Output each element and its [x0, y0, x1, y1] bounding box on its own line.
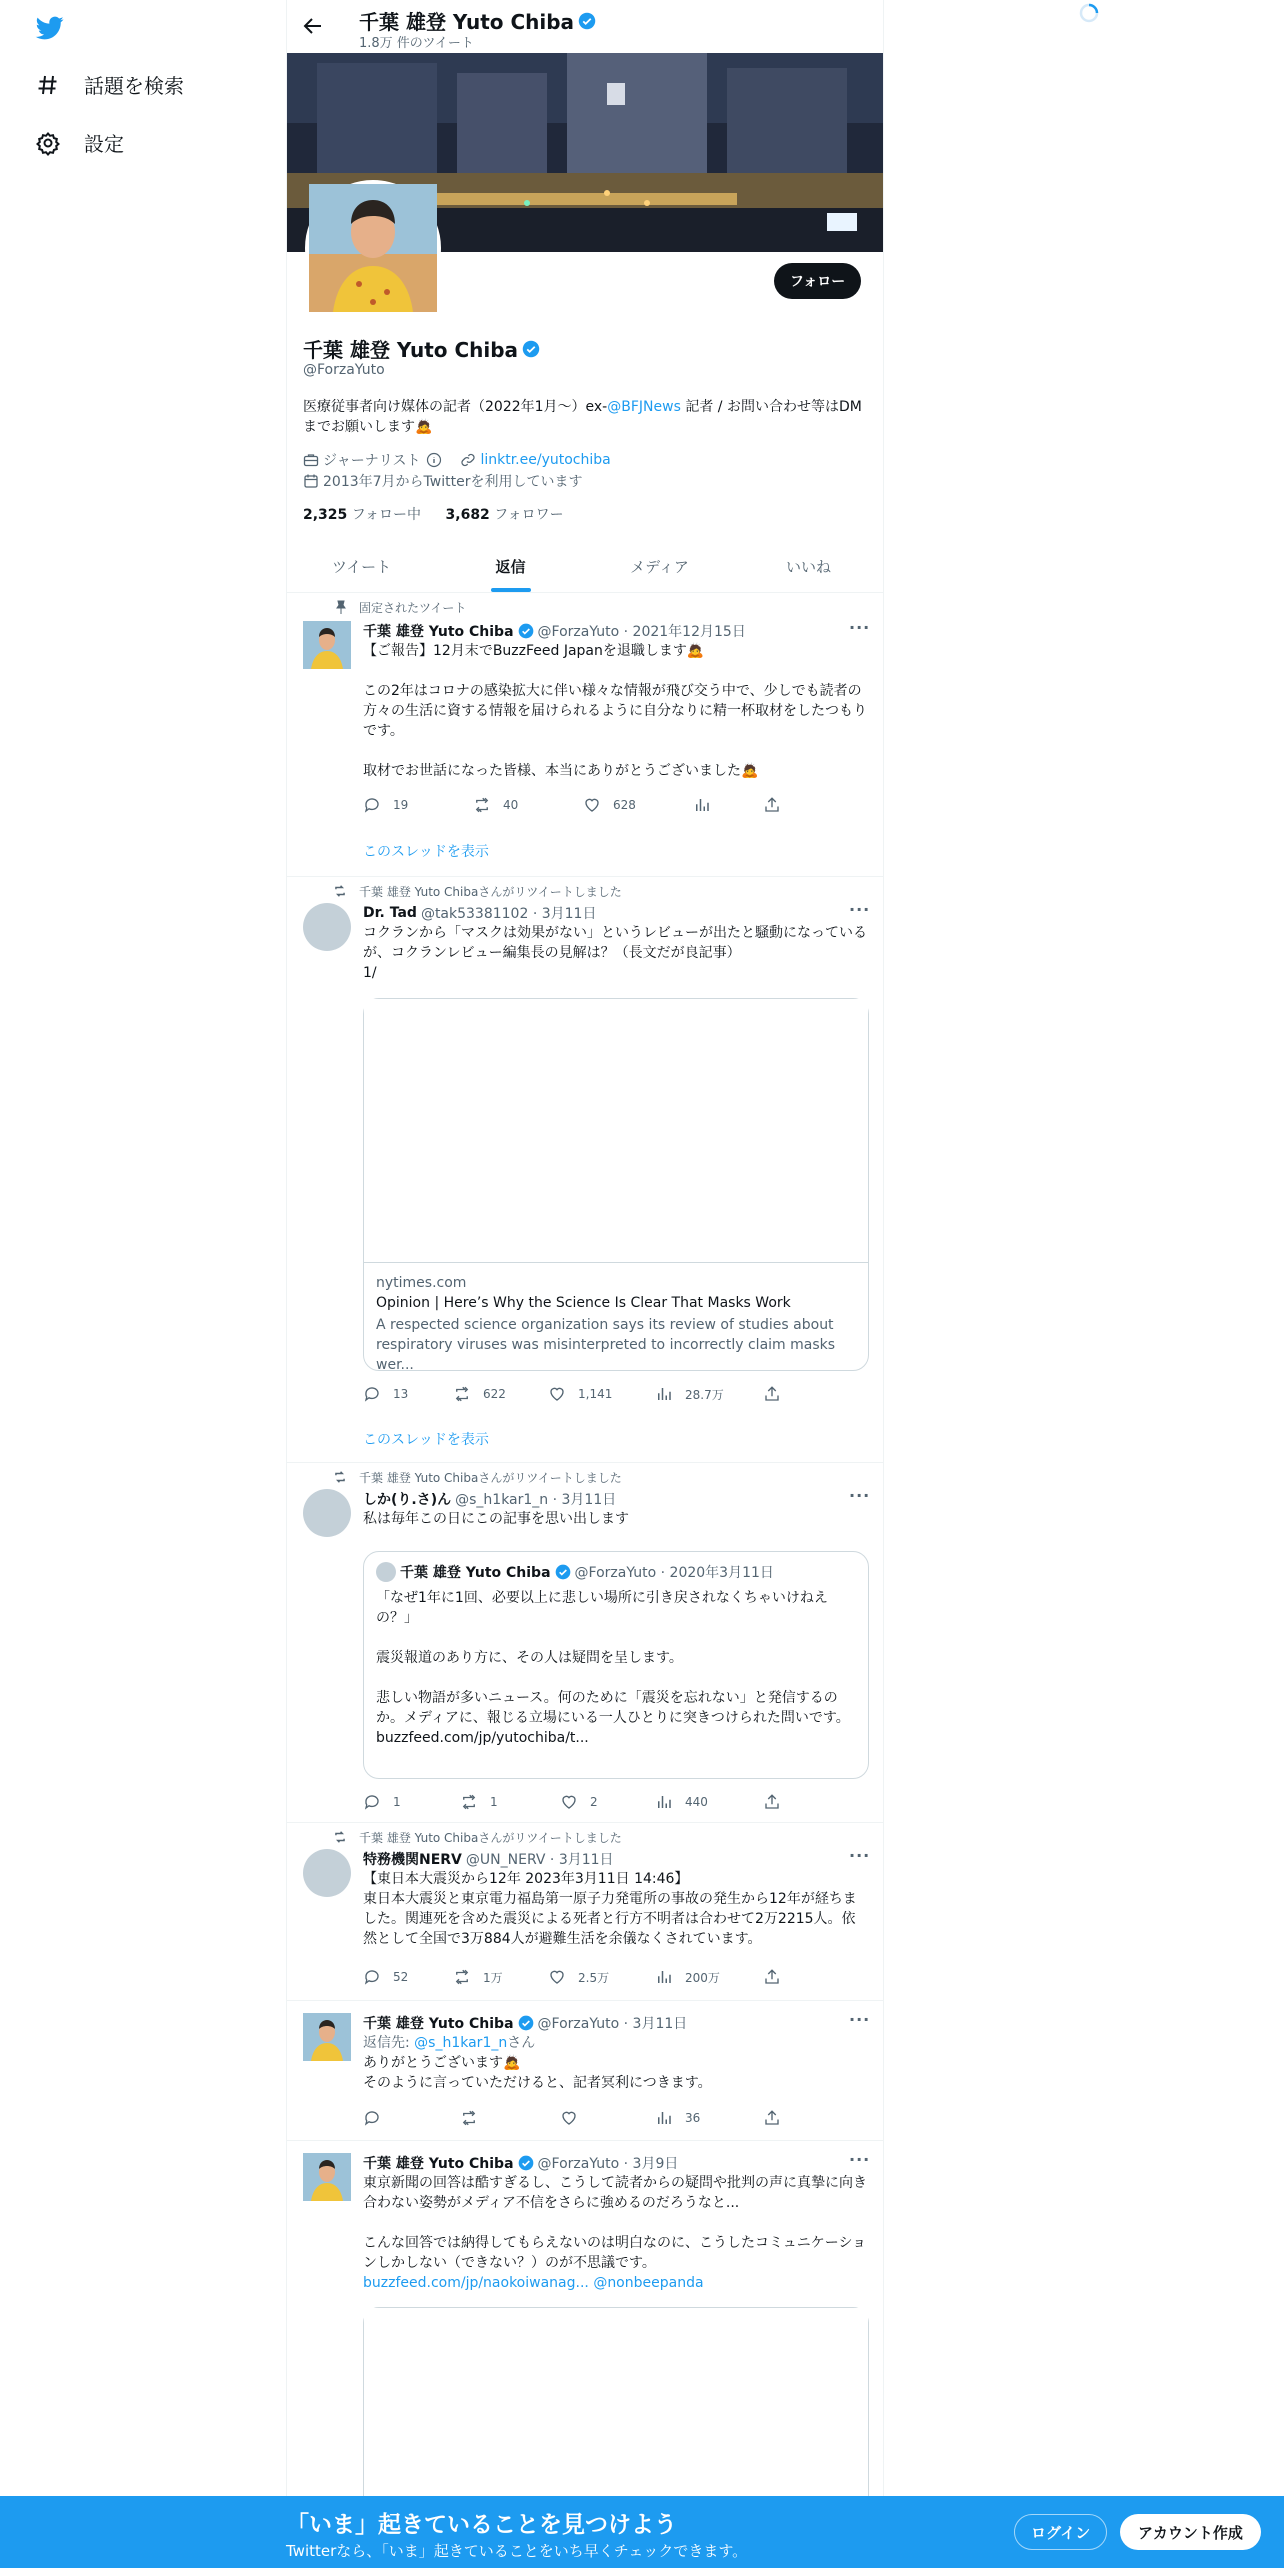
profile-category: ジャーナリスト: [323, 453, 421, 469]
link-card[interactable]: [363, 998, 869, 1371]
share-icon: [763, 1385, 781, 1403]
quoted-text: 「なぜ1年に1回、必要以上に悲しい場所に引き戻されなくちゃいけねえの？」 震災報道のあり方に、その人は疑問を呈します。 悲しい物語が多いニュース。何のために「震災を忘れない」と発信するのか。メディアに、報じる立場にいる一人ひとりに突きつけられた問いです。 buzzfeed.com/jp/yutochiba/t...: [376, 1590, 850, 1746]
avatar[interactable]: [303, 1489, 351, 1537]
following-stat[interactable]: [303, 507, 421, 523]
context-text: 千葉 雄登 Yuto Chibaさんがリツイートしました: [359, 1831, 622, 1845]
heart-icon: [548, 1385, 566, 1403]
tweet-actions: [363, 1385, 793, 1405]
views-button[interactable]: [655, 2109, 700, 2127]
retweet-context: [331, 883, 622, 900]
tweet-header: [363, 2153, 678, 2173]
bio-mention-link[interactable]: @BFJNews: [607, 399, 681, 415]
nav-explore[interactable]: [34, 70, 184, 99]
signup-button[interactable]: アカウント作成: [1120, 2514, 1261, 2550]
like-button[interactable]: [560, 2109, 590, 2127]
tab-replies[interactable]: 返信: [436, 540, 585, 592]
more-icon[interactable]: ···: [849, 900, 871, 919]
retweet-button[interactable]: [460, 1793, 498, 1811]
reply-icon: [363, 1793, 381, 1811]
tweet-text: 私は毎年この日にこの記事を思い出します: [363, 1511, 629, 1527]
card-description: A respected science organization says its review of studies about respiratory viruses was misinterpreted to incorrectly claim masks wer...: [376, 1317, 836, 1373]
retweet-button[interactable]: [453, 1385, 506, 1403]
context-text: 千葉 雄登 Yuto Chibaさんがリツイートしました: [359, 885, 622, 899]
avatar[interactable]: [303, 621, 351, 669]
following-count: 2,325: [303, 507, 348, 523]
like-count: 628: [613, 798, 636, 812]
info-icon[interactable]: [426, 452, 442, 468]
briefcase-icon: [303, 452, 319, 468]
more-icon[interactable]: ···: [849, 1846, 871, 1865]
reply-to-mention[interactable]: @s_h1kar1_n: [414, 2035, 508, 2051]
author-handle-time[interactable]: @s_h1kar1_n · 3月11日: [455, 1492, 617, 1508]
tweet-text: 【東日本大震災から12年 2023年3月11日 14:46】 東日本大震災と東京電力福島第一原子力発電所の事故の発生から12年が経ちました。関連死を含めた震災による死者と行方不明者は合わせて2万2215人。依然として全国で3万884人が避難生活を余儀なくされています。: [363, 1871, 857, 1947]
tweet-retweet-nerv[interactable]: [287, 1823, 883, 2001]
show-thread-link[interactable]: このスレッドを表示: [363, 1432, 489, 1448]
retweet-context: [331, 1469, 622, 1486]
reply-count: 19: [393, 798, 409, 812]
profile-meta: [303, 450, 611, 470]
tweet-retweet-drtad[interactable]: [287, 877, 883, 1463]
follow-button[interactable]: フォロー: [774, 263, 861, 299]
tab-media[interactable]: メディア: [630, 557, 689, 576]
reply-icon: [363, 796, 381, 814]
retweet-button[interactable]: [460, 2109, 490, 2127]
quoted-header: [376, 1562, 774, 1582]
heart-icon: [583, 796, 601, 814]
heart-icon: [548, 1968, 566, 1986]
loading-spinner-icon: [1078, 2, 1100, 24]
context-text: 千葉 雄登 Yuto Chibaさんがリツイートしました: [359, 1471, 622, 1485]
more-icon[interactable]: ···: [849, 1486, 871, 1505]
tweet-own[interactable]: [287, 2141, 883, 2496]
tab-likes[interactable]: いいね: [785, 557, 831, 576]
avatar[interactable]: [303, 2153, 351, 2201]
reply-button[interactable]: [363, 796, 408, 814]
like-button[interactable]: [548, 1385, 612, 1403]
reply-button[interactable]: [363, 1968, 408, 1986]
retweet-icon: [460, 2109, 478, 2127]
reply-count: 1: [393, 1795, 401, 1809]
share-button[interactable]: [763, 1793, 793, 1811]
tweet-retweet-quote[interactable]: [287, 1463, 883, 1823]
like-count: 1,141: [578, 1387, 613, 1401]
card-image: [364, 999, 868, 1263]
tweet-links: [363, 2273, 869, 2293]
like-count: 2: [590, 1795, 598, 1809]
back-arrow-icon[interactable]: [301, 14, 325, 38]
tweet-count: 1.8万 件のツイート: [359, 36, 474, 51]
header-name-text: 千葉 雄登 Yuto Chiba: [359, 10, 575, 34]
signup-banner: [0, 2496, 1284, 2568]
banner-subtitle: Twitterなら、「いま」起きていることをいち早くチェックできます。: [286, 2542, 748, 2560]
author-name[interactable]: 特務機関NERV: [363, 1852, 462, 1868]
author-handle-time[interactable]: @ForzaYuto · 2021年12月15日: [537, 624, 746, 640]
reply-to-label: 返信先:: [363, 2035, 415, 2051]
link-icon: [460, 452, 476, 468]
author-handle-time[interactable]: @ForzaYuto · 3月11日: [537, 2016, 688, 2032]
author-handle-time[interactable]: @ForzaYuto · 3月9日: [537, 2156, 679, 2172]
reply-button[interactable]: [363, 2109, 393, 2127]
tweet-header: [363, 2013, 687, 2033]
view-count: 440: [685, 1795, 708, 1809]
verified-badge-icon: [518, 2155, 534, 2171]
views-chart-icon: [693, 796, 711, 814]
quoted-handle-time: @ForzaYuto · 2020年3月11日: [574, 1565, 774, 1581]
more-icon[interactable]: ···: [849, 618, 871, 637]
hashtag-icon: [34, 71, 62, 99]
author-name[interactable]: しか(り.さ)ん: [363, 1492, 452, 1508]
tweet-text: コクランから「マスクは効果がない」というレビューが出たと騒動になっているが、コクランレビュー編集長の見解は？（長文だが良記事） 1/: [363, 925, 867, 981]
tweet-actions: [363, 796, 793, 816]
more-icon[interactable]: ···: [849, 2010, 871, 2029]
profile-tabs: [287, 540, 883, 593]
profile-name-text: 千葉 雄登 Yuto Chiba: [303, 338, 519, 362]
reply-icon: [363, 2109, 381, 2127]
card-image: [364, 2308, 868, 2528]
retweet-button[interactable]: [473, 796, 518, 814]
author-handle-time[interactable]: @tak53381102 · 3月11日: [420, 906, 597, 922]
share-button[interactable]: [763, 2109, 793, 2127]
share-icon: [763, 796, 781, 814]
views-chart-icon: [655, 1793, 673, 1811]
share-icon: [763, 1793, 781, 1811]
views-button[interactable]: [693, 796, 723, 814]
author-name[interactable]: Dr. Tad: [363, 905, 417, 921]
author-name[interactable]: 千葉 雄登 Yuto Chiba: [363, 2016, 514, 2032]
retweet-button[interactable]: [453, 1968, 503, 1986]
avatar[interactable]: [303, 903, 351, 951]
context-text: 固定されたツイート: [359, 601, 467, 615]
profile-handle: @ForzaYuto: [303, 362, 385, 378]
tweet-header: [363, 903, 596, 923]
views-chart-icon: [655, 1968, 673, 1986]
like-button[interactable]: [560, 1793, 598, 1811]
twitter-logo-icon[interactable]: [34, 14, 66, 42]
followers-count: 3,682: [445, 507, 490, 523]
heart-icon: [560, 2109, 578, 2127]
verified-badge-icon: [518, 2015, 534, 2031]
tweet-text: 東京新聞の回答は酷すぎるし、こうして読者からの疑問や批判の声に真摯に向き合わない姿勢がメディア不信をさらに強めるのだろうなと... こんな回答では納得してもらえないのは明白なのに、こうしたコミュニケーションしかしない（できない？）のが不思議です。: [363, 2175, 867, 2271]
verified-badge-icon: [555, 1564, 571, 1580]
profile-name: [303, 334, 540, 363]
calendar-icon: [303, 473, 319, 489]
gear-icon: [34, 129, 62, 157]
tweet-reply[interactable]: [287, 2001, 883, 2141]
tweet-header: [363, 1849, 614, 1869]
quoted-tweet[interactable]: [363, 1551, 869, 1779]
like-button[interactable]: [548, 1968, 609, 1986]
tweet-pinned[interactable]: [287, 593, 883, 877]
like-count: 2.5万: [578, 1970, 610, 1985]
card-title: Opinion | Here’s Why the Science Is Clear That Masks Work: [376, 1295, 791, 1311]
pinned-context: [331, 599, 466, 616]
share-button[interactable]: [763, 1968, 793, 1986]
views-button[interactable]: [655, 1968, 720, 1986]
profile-bio: [303, 397, 869, 437]
retweet-icon: [473, 796, 491, 814]
nav-settings[interactable]: [34, 128, 124, 157]
retweet-icon: [331, 884, 347, 900]
followers-label: フォロワー: [494, 507, 564, 523]
view-count: 28.7万: [685, 1387, 724, 1402]
tweet-text: ありがとうございます🙇 そのように言っていただけると、記者冥利につきます。: [363, 2055, 712, 2091]
share-icon: [763, 1968, 781, 1986]
avatar[interactable]: [303, 2013, 351, 2061]
nav-settings-label: 設定: [84, 132, 124, 156]
retweet-icon: [460, 1793, 478, 1811]
share-icon: [763, 2109, 781, 2127]
card-domain: nytimes.com: [376, 1275, 467, 1291]
reply-to: [363, 2033, 869, 2053]
reply-button[interactable]: [363, 1793, 401, 1811]
reply-icon: [363, 1968, 381, 1986]
bio-text: 医療従事者向け媒体の記者（2022年1月〜）ex-: [303, 399, 608, 415]
retweet-context: [331, 1829, 622, 1846]
tweet-actions: [363, 1793, 793, 1813]
retweet-count: 622: [483, 1387, 506, 1401]
retweet-count: 1: [490, 1795, 498, 1809]
pin-icon: [331, 600, 347, 616]
header-name: [359, 6, 596, 35]
tweet-mention-link[interactable]: @nonbeepanda: [593, 2275, 704, 2291]
media-card[interactable]: [363, 2307, 869, 2527]
verified-badge-icon: [522, 340, 540, 358]
verified-badge-icon: [578, 12, 596, 30]
profile-column: [286, 0, 884, 2568]
profile-joined: [303, 471, 582, 491]
like-button[interactable]: [583, 796, 636, 814]
view-count: 200万: [685, 1970, 720, 1985]
avatar[interactable]: [303, 1849, 351, 1897]
tweet-header: [363, 621, 746, 641]
tab-tweets[interactable]: ツイート: [331, 557, 392, 576]
share-button[interactable]: [763, 1385, 793, 1403]
more-icon[interactable]: ···: [849, 2150, 871, 2169]
view-count: 36: [685, 2111, 701, 2125]
show-thread-link[interactable]: このスレッドを表示: [363, 844, 489, 860]
views-chart-icon: [655, 1385, 673, 1403]
views-button[interactable]: [655, 1385, 724, 1403]
tweet-actions: [363, 2109, 793, 2129]
author-handle-time[interactable]: @UN_NERV · 3月11日: [465, 1852, 614, 1868]
nav-explore-label: 話題を検索: [84, 74, 184, 98]
following-label: フォロー中: [351, 507, 422, 523]
bio-text-2: 記者 / お問い合わせ等はDMまでお願いします🙇: [303, 399, 862, 435]
reply-count: 52: [393, 1970, 409, 1984]
retweet-icon: [453, 1968, 471, 1986]
share-button[interactable]: [763, 796, 793, 814]
banner-title: 「いま」起きていることを見つけよう: [286, 2512, 677, 2538]
reply-count: 13: [393, 1387, 409, 1401]
tweet-header: [363, 1489, 616, 1509]
tweet-actions: [363, 1968, 793, 1988]
profile-stats: [303, 504, 564, 524]
author-name[interactable]: 千葉 雄登 Yuto Chiba: [363, 624, 514, 640]
reply-button[interactable]: [363, 1385, 408, 1403]
retweet-icon: [453, 1385, 471, 1403]
reply-to-suffix: さん: [507, 2035, 536, 2051]
views-button[interactable]: [655, 1793, 708, 1811]
retweet-count: 1万: [483, 1970, 503, 1985]
retweet-count: 40: [503, 798, 519, 812]
author-name[interactable]: 千葉 雄登 Yuto Chiba: [363, 2156, 514, 2172]
quoted-avatar: [376, 1562, 396, 1582]
verified-badge-icon: [518, 623, 534, 639]
joined-text: 2013年7月からTwitterを利用しています: [323, 474, 583, 490]
reply-icon: [363, 1385, 381, 1403]
retweet-icon: [331, 1470, 347, 1486]
views-chart-icon: [655, 2109, 673, 2127]
followers-stat[interactable]: [446, 507, 564, 523]
tweet-url-link[interactable]: buzzfeed.com/jp/naokoiwanag...: [363, 2275, 589, 2291]
heart-icon: [560, 1793, 578, 1811]
profile-header-bar: [287, 0, 883, 53]
retweet-icon: [331, 1830, 347, 1846]
profile-avatar[interactable]: [305, 180, 441, 316]
quoted-author-name: 千葉 雄登 Yuto Chiba: [400, 1565, 551, 1581]
profile-link[interactable]: linktr.ee/yutochiba: [480, 452, 611, 468]
tweet-text: 【ご報告】12月末でBuzzFeed Japanを退職します🙇 この2年はコロナの感染拡大に伴い様々な情報が飛び交う中で、少しでも読者の方々の生活に資する情報を届けられるように自分なりに精一杯取材をしたつもりです。 取材でお世話になった皆様、本当にありがとうございました🙇: [363, 643, 867, 779]
login-button[interactable]: ログイン: [1014, 2514, 1107, 2550]
